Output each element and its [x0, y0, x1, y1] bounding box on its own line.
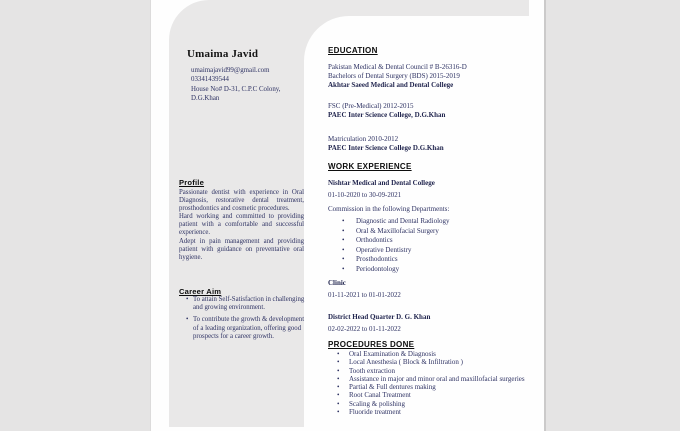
education-entry [328, 135, 538, 153]
profile-paragraph: Adept in pain management and providing patient with guidance on preventative oral hygiene. [179, 237, 304, 261]
education-entry [328, 63, 538, 90]
education-entry [328, 102, 538, 120]
contact-block [191, 66, 309, 104]
department-item: • Oral & Maxillofacial Surgery [328, 227, 528, 237]
work-experience-heading: WORK EXPERIENCE [328, 162, 412, 171]
departments-list [328, 217, 528, 275]
education-detail: Pakistan Medical & Dental Council # B-26316-D [328, 63, 467, 71]
education-detail: Matriculation 2010-2012 [328, 135, 399, 143]
procedure-item: • Fluoride treatment [328, 408, 536, 416]
procedures-list [328, 350, 536, 416]
procedure-item: • Oral Examination & Diagnosis [328, 350, 536, 358]
career-aim-heading: Career Aim [179, 287, 222, 296]
career-aim-list [179, 296, 305, 345]
education-heading: EDUCATION [328, 46, 378, 55]
email-text: umaimajavid99@gmail.com [191, 67, 270, 74]
procedure-item: • Partial & Full dentures making [328, 383, 536, 391]
profile-section [179, 189, 304, 262]
address-line-2: D.G.Khan [191, 95, 220, 103]
career-aim-item: • To contribute the growth & development of a leading organization, offering good prospects for a career growth. [179, 316, 305, 341]
procedure-item: • Scaling & polishing [328, 400, 536, 408]
department-item: • Diagnostic and Dental Radiology [328, 217, 528, 227]
procedure-item: • Tooth extraction [328, 367, 536, 375]
profile-paragraph: Hard working and committed to providing patient with a comfortable and successful experience. [179, 213, 304, 237]
procedure-item: • Local Anesthesia ( Block & Infiltration ) [328, 358, 536, 366]
education-college: PAEC Inter Science College D.G.Khan [328, 144, 444, 152]
candidate-name: Umaima Javid [187, 48, 259, 60]
department-item: • Prosthodontics [328, 255, 528, 265]
procedures-heading: PROCEDURES DONE [328, 340, 415, 349]
resume-page [150, 0, 546, 431]
department-item: • Periodontology [328, 265, 528, 275]
profile-paragraph: Passionate dentist with experience in Oral Diagnosis, restorative dental treatment, prosthodontics and cosmetic procedures. [179, 189, 304, 213]
job-title: Clinic [328, 279, 346, 287]
education-detail: Bachelors of Dental Surgery (BDS) 2015-2019 [328, 72, 460, 80]
profile-heading: Profile [179, 178, 205, 187]
job-title: District Head Quarter D. G. Khan [328, 313, 431, 321]
education-college: PAEC Inter Science College, D.G.Khan [328, 111, 446, 119]
education-detail: FSC (Pre-Medical) 2012-2015 [328, 102, 414, 110]
job-dates: 01-10-2020 to 30-09-2021 [328, 192, 402, 199]
education-college: Akhtar Saeed Medical and Dental College [328, 81, 454, 89]
career-aim-item: • To attain Self-Satisfaction in challenging and growing environment. [179, 296, 305, 312]
procedure-item: • Root Canal Treatment [328, 391, 536, 399]
procedure-item: • Assistance in major and minor oral and maxillofacial surgeries [328, 375, 536, 383]
address-line-1: House No# D-31, C.P.C Colony, [191, 85, 281, 93]
phone-text: 03341439544 [191, 76, 229, 84]
department-item: • Operative Dentistry [328, 246, 528, 256]
job-dates: 01-11-2021 to 01-01-2022 [328, 292, 401, 299]
job-dates: 02-02-2022 to 01-11-2022 [328, 326, 401, 333]
job-note: Commission in the following Departments: [328, 205, 450, 213]
job-title: Nishtar Medical and Dental College [328, 179, 435, 187]
department-item: • Orthodontics [328, 236, 528, 246]
